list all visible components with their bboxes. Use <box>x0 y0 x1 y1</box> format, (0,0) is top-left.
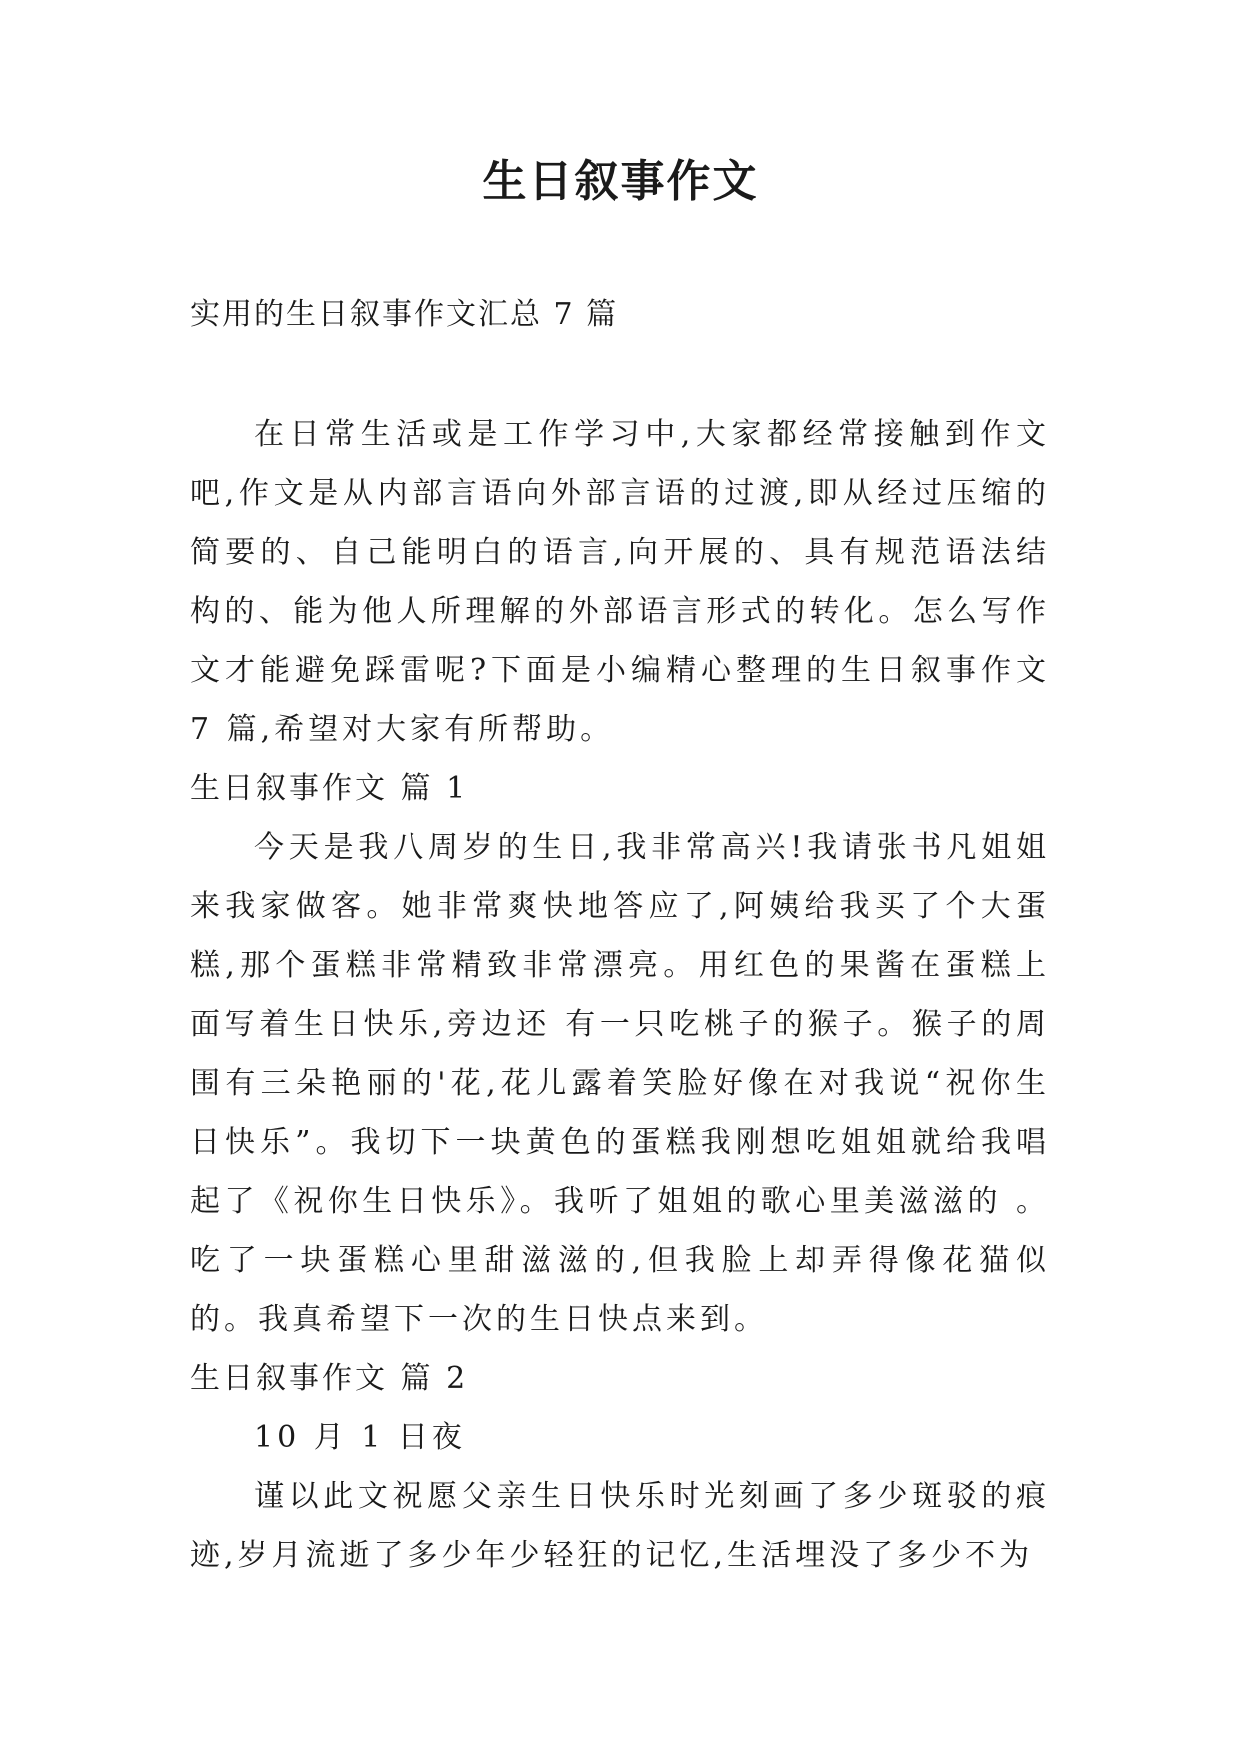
section-2-date-line: 10 月 1 日夜 <box>254 1420 466 1455</box>
section-heading-1: 生日叙事作文 篇 1 <box>190 771 469 806</box>
document-title: 生日叙事作文 <box>482 156 759 207</box>
section-heading-2: 生日叙事作文 篇 2 <box>190 1361 469 1396</box>
section-2-paragraph-1: 谨以此文祝愿父亲生日快乐时光刻画了多少斑驳的痕迹,岁月流逝了多少年少轻狂的记忆,生活埋没了多少不为 <box>190 1479 1050 1573</box>
document-subtitle: 实用的生日叙事作文汇总 7 篇 <box>190 297 619 332</box>
section-1-paragraph-1: 今天是我八周岁的生日,我非常高兴!我请张书凡姐姐来我家做客。她非常爽快地答应了,阿姨给我买了个大蛋糕,那个蛋糕非常精致非常漂亮。用红色的果酱在蛋糕上面写着生日快乐,旁边还 有一只吃桃子的猴子。猴子的周围有三朵艳丽的'花,花儿露着笑脸好像在对我说“祝你生日快乐”。我切下一块黄色的蛋糕我刚想吃姐姐就给我唱起了《祝你生日快乐》。我听了姐姐的歌心里美滋滋的 。吃了一块蛋糕心里甜滋滋的,但我脸上却弄得像花猫似的。我真希望下一次的生日快点来到。 <box>190 830 1050 1337</box>
document-body <box>190 405 1050 1585</box>
intro-paragraph: 在日常生活或是工作学习中,大家都经常接触到作文吧,作文是从内部言语向外部言语的过渡,即从经过压缩的简要的、自己能明白的语言,向开展的、具有规范语法结构的、能为他人所理解的外部语言形式的转化。怎么写作文才能避免踩雷呢?下面是小编精心整理的生日叙事作文 7 篇,希望对大家有所帮助。 <box>190 417 1050 747</box>
